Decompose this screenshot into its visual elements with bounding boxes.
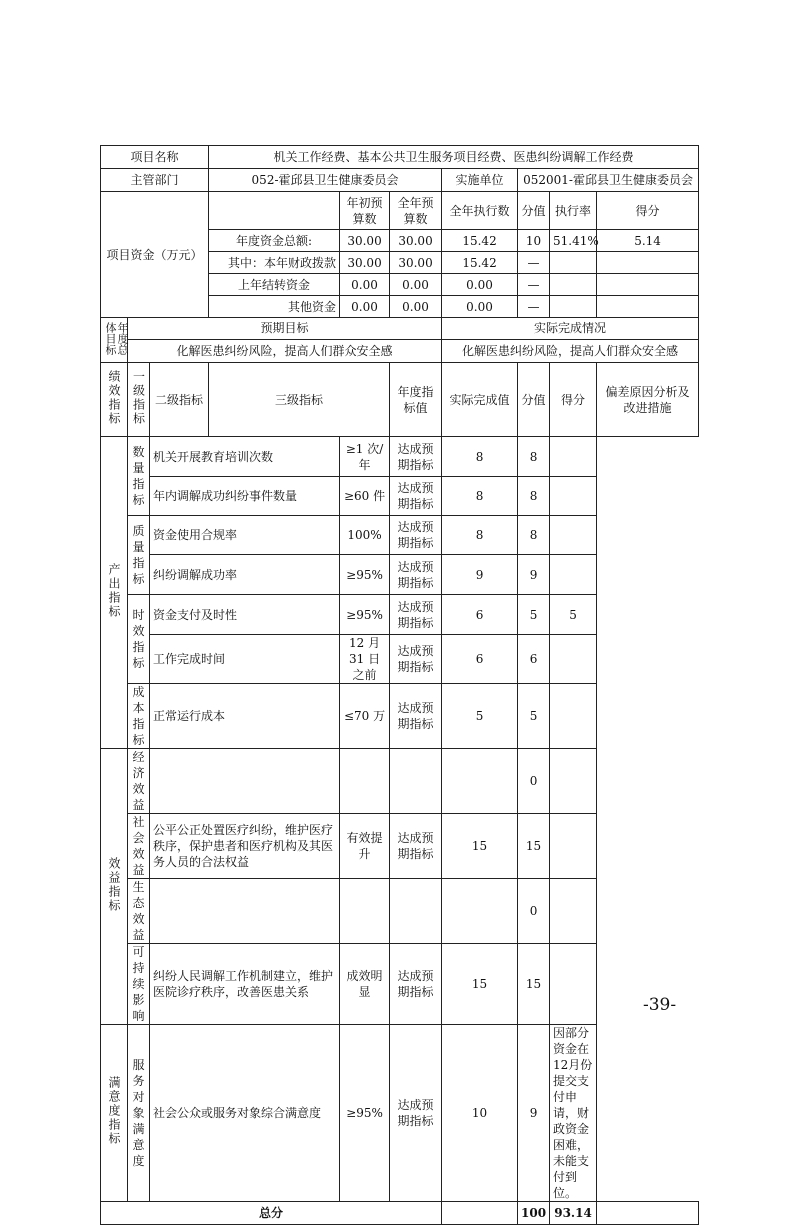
indicator-target: ≥1 次/年 <box>340 437 390 477</box>
indicator-l3: 资金支付及时性 <box>150 595 340 635</box>
indicator-l3: 资金使用合规率 <box>150 516 340 555</box>
indicator-note <box>550 749 597 814</box>
indicator-actual: 达成预期指标 <box>390 684 442 749</box>
funds-blank <box>209 192 340 230</box>
c: 0.00 <box>390 274 442 296</box>
indicators-text: 绩效指标 <box>107 369 121 426</box>
indicator-score: 9 <box>518 1025 550 1202</box>
indicator-actual: 达成预期指标 <box>390 437 442 477</box>
indicator-l2: 数量指标 <box>128 437 150 516</box>
indicator-l1-text: 效益指标 <box>107 856 121 913</box>
c: 0.00 <box>340 296 390 318</box>
funds-row-label: 其他资金 <box>209 296 340 318</box>
c: 30.00 <box>340 252 390 274</box>
header-l1-text: 一级指标 <box>131 369 146 426</box>
indicator-weight: 9 <box>442 555 518 595</box>
funds-row-label: 年度资金总额: <box>209 230 340 252</box>
c <box>597 252 699 274</box>
indicator-row <box>101 879 699 944</box>
header-target: 年度指标值 <box>390 363 442 437</box>
unit-label: 实施单位 <box>442 169 518 192</box>
indicator-actual: 达成预期指标 <box>390 814 442 879</box>
indicator-score: 5 <box>518 595 550 635</box>
c: 10 <box>518 230 550 252</box>
total-weight-text: 100 <box>521 1206 547 1220</box>
header-score: 得分 <box>550 363 597 437</box>
indicator-l1-text: 满意度指标 <box>107 1076 121 1146</box>
indicator-l3: 机关开展教育培训次数 <box>150 437 340 477</box>
dept: 052-霍邱县卫生健康委员会 <box>209 169 442 192</box>
indicator-l2: 质量指标 <box>128 516 150 595</box>
c: — <box>518 296 550 318</box>
indicator-weight <box>442 879 518 944</box>
indicator-weight: 8 <box>442 516 518 555</box>
indicator-row <box>101 516 699 555</box>
indicator-target: ≥95% <box>340 1025 390 1202</box>
indicator-l2: 成本指标 <box>128 684 150 749</box>
indicator-l2: 生态效益 <box>128 879 150 944</box>
indicator-l3 <box>150 879 340 944</box>
indicator-target <box>340 749 390 814</box>
funds-row-label: 其中：本年财政拨款 <box>209 252 340 274</box>
actual-goal: 化解医患纠纷风险，提高人们群众安全感 <box>442 339 699 362</box>
indicator-l3 <box>150 749 340 814</box>
c: 30.00 <box>340 230 390 252</box>
indicator-note: 因部分资金在12月份提交支付申请，财政资金困难，未能支付到位。 <box>550 1025 597 1202</box>
indicator-score: 8 <box>518 516 550 555</box>
c: 15.42 <box>442 252 518 274</box>
indicator-score: 5 <box>518 684 550 749</box>
total-weight <box>518 1202 550 1225</box>
c: 0.00 <box>442 296 518 318</box>
indicator-note <box>550 477 597 516</box>
indicator-note <box>550 879 597 944</box>
indicator-note: 5 <box>550 595 597 635</box>
indicator-note <box>550 635 597 684</box>
indicator-l3: 年内调解成功纠纷事件数量 <box>150 477 340 516</box>
performance-table <box>100 145 699 1225</box>
indicator-score: 8 <box>518 477 550 516</box>
funds-header: 得分 <box>597 192 699 230</box>
indicator-score: 8 <box>518 437 550 477</box>
indicator-l3: 工作完成时间 <box>150 635 340 684</box>
indicator-l3: 纠纷调解成功率 <box>150 555 340 595</box>
indicator-l2: 社会效益 <box>128 814 150 879</box>
header-l3: 三级指标 <box>209 363 390 437</box>
c <box>550 296 597 318</box>
indicator-target: ≤70 万 <box>340 684 390 749</box>
indicator-row <box>101 555 699 595</box>
project-name-label: 项目名称 <box>101 146 209 169</box>
indicator-row <box>101 635 699 684</box>
funds-header: 分值 <box>518 192 550 230</box>
indicator-target: 有效提升 <box>340 814 390 879</box>
indicator-l1-text: 产出指标 <box>107 562 121 619</box>
header-l2: 二级指标 <box>150 363 209 437</box>
c <box>597 296 699 318</box>
header-actual: 实际完成值 <box>442 363 518 437</box>
indicator-weight: 8 <box>442 437 518 477</box>
actual-goal-label: 实际完成情况 <box>442 318 699 340</box>
dept-label: 主管部门 <box>101 169 209 192</box>
indicator-note <box>550 944 597 1025</box>
indicator-weight: 10 <box>442 1025 518 1202</box>
indicator-l2: 服务对象满意度 <box>128 1025 150 1202</box>
unit: 052001-霍邱县卫生健康委员会 <box>518 169 699 192</box>
indicator-row <box>101 595 699 635</box>
indicator-row <box>101 477 699 516</box>
indicator-actual <box>390 749 442 814</box>
indicator-row <box>101 944 699 1025</box>
c: 0.00 <box>390 296 442 318</box>
indicator-target: 100% <box>340 516 390 555</box>
indicator-score: 15 <box>518 814 550 879</box>
indicator-score: 0 <box>518 879 550 944</box>
c <box>597 274 699 296</box>
funds-label: 项目资金（万元） <box>101 192 209 318</box>
indicator-l2: 时效指标 <box>128 595 150 684</box>
expected-goal: 化解医患纠纷风险，提高人们群众安全感 <box>128 339 442 362</box>
indicator-actual: 达成预期指标 <box>390 516 442 555</box>
c: 15.42 <box>442 230 518 252</box>
c: 51.41% <box>550 230 597 252</box>
indicator-target: 12 月 31 日之前 <box>340 635 390 684</box>
indicator-weight: 6 <box>442 595 518 635</box>
indicator-actual: 达成预期指标 <box>390 477 442 516</box>
indicator-note <box>550 555 597 595</box>
header-note: 偏差原因分析及改进措施 <box>597 363 699 437</box>
indicator-score: 9 <box>518 555 550 595</box>
indicator-target: 成效明显 <box>340 944 390 1025</box>
indicator-weight: 8 <box>442 477 518 516</box>
indicator-weight: 6 <box>442 635 518 684</box>
funds-header: 全年预算数 <box>390 192 442 230</box>
indicator-actual: 达成预期指标 <box>390 944 442 1025</box>
total-score-text: 93.14 <box>554 1206 592 1220</box>
indicator-row <box>101 437 699 477</box>
header-l1 <box>128 363 150 437</box>
indicator-target: ≥60 件 <box>340 477 390 516</box>
indicator-note <box>550 516 597 555</box>
total-blank <box>442 1202 518 1225</box>
indicator-row <box>101 749 699 814</box>
indicator-row <box>101 1025 699 1202</box>
c: 30.00 <box>390 252 442 274</box>
indicator-target <box>340 879 390 944</box>
indicator-row <box>101 684 699 749</box>
indicator-note <box>550 437 597 477</box>
indicator-l3: 正常运行成本 <box>150 684 340 749</box>
indicator-actual <box>390 879 442 944</box>
indicator-l3: 社会公众或服务对象综合满意度 <box>150 1025 340 1202</box>
indicator-l2: 可持续影响 <box>128 944 150 1025</box>
indicator-actual: 达成预期指标 <box>390 1025 442 1202</box>
c: 0.00 <box>340 274 390 296</box>
indicator-actual: 达成预期指标 <box>390 595 442 635</box>
page-number: -39- <box>643 995 677 1015</box>
annual-goal-label <box>101 318 128 363</box>
c: 30.00 <box>390 230 442 252</box>
indicators-label <box>101 363 128 437</box>
indicator-weight: 5 <box>442 684 518 749</box>
indicator-weight: 15 <box>442 944 518 1025</box>
annual-goal-text: 年度总体目标 <box>104 321 129 355</box>
indicator-target: ≥95% <box>340 595 390 635</box>
indicator-l3: 公平公正处置医疗纠纷，维护医疗秩序，保护患者和医疗机构及其医务人员的合法权益 <box>150 814 340 879</box>
total-label-text: 总分 <box>259 1206 284 1220</box>
indicator-l1 <box>101 437 128 749</box>
funds-header: 年初预算数 <box>340 192 390 230</box>
funds-header: 执行率 <box>550 192 597 230</box>
total-score <box>550 1202 597 1225</box>
header-weight: 分值 <box>518 363 550 437</box>
indicator-l1 <box>101 749 128 1025</box>
indicator-weight: 15 <box>442 814 518 879</box>
indicator-score: 6 <box>518 635 550 684</box>
indicator-note <box>550 684 597 749</box>
indicator-l2: 经济效益 <box>128 749 150 814</box>
expected-goal-label: 预期目标 <box>128 318 442 340</box>
project-name: 机关工作经费、基本公共卫生服务项目经费、医患纠纷调解工作经费 <box>209 146 699 169</box>
funds-header: 全年执行数 <box>442 192 518 230</box>
indicator-score: 0 <box>518 749 550 814</box>
c <box>550 252 597 274</box>
c <box>550 274 597 296</box>
indicator-weight <box>442 749 518 814</box>
c: 0.00 <box>442 274 518 296</box>
c: — <box>518 274 550 296</box>
total-note <box>597 1202 699 1225</box>
indicator-l1 <box>101 1025 128 1202</box>
funds-row-label: 上年结转资金 <box>209 274 340 296</box>
indicator-score: 15 <box>518 944 550 1025</box>
indicator-actual: 达成预期指标 <box>390 635 442 684</box>
indicator-actual: 达成预期指标 <box>390 555 442 595</box>
indicator-note <box>550 814 597 879</box>
total-label <box>101 1202 442 1225</box>
c: 5.14 <box>597 230 699 252</box>
indicator-target: ≥95% <box>340 555 390 595</box>
indicator-l3: 纠纷人民调解工作机制建立，维护医院诊疗秩序，改善医患关系 <box>150 944 340 1025</box>
c: — <box>518 252 550 274</box>
indicator-row <box>101 814 699 879</box>
